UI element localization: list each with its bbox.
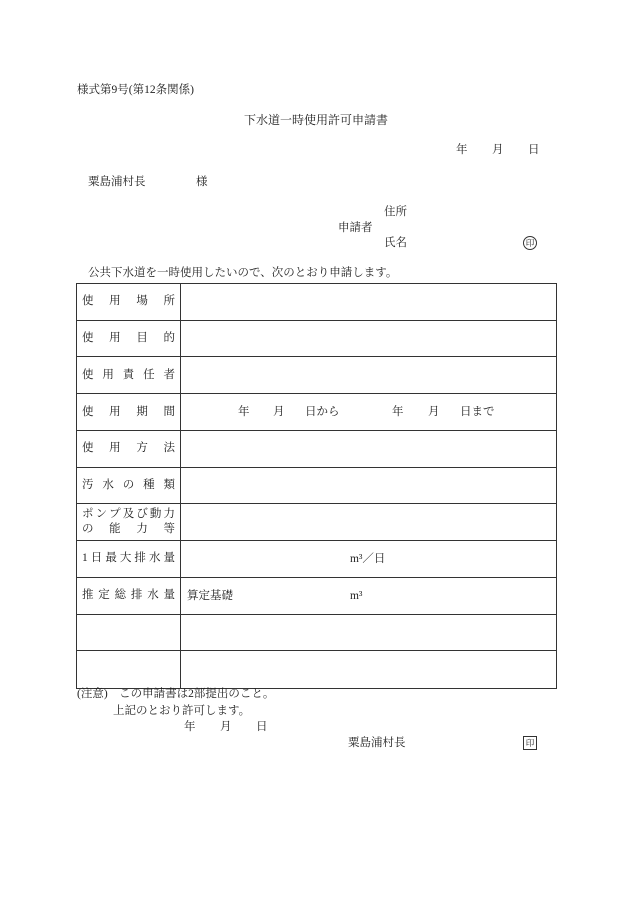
intro-text: 公共下水道を一時使用したいので、次のとおり申請します。 (88, 267, 398, 279)
approval-issuer: 粟島浦村長 (348, 737, 406, 749)
applicant-name-label: 氏名 (384, 237, 407, 249)
calculation-basis-label: 算定基礎 (187, 589, 233, 602)
period-to-year: 年 (392, 406, 404, 419)
period-to-month: 月 (428, 406, 440, 419)
row-usage-method-value (181, 431, 556, 468)
row-usage-purpose-label-cell (77, 321, 181, 358)
row-usage-purpose-label: 使用目的 (82, 332, 175, 345)
period-from-year: 年 (238, 406, 250, 419)
row-usage-purpose-value (181, 321, 556, 358)
row-usage-location-label-cell (77, 284, 181, 321)
page-title: 下水道一時使用許可申請書 (244, 113, 389, 127)
approval-date-year: 年 (184, 721, 196, 733)
approval-date-day: 日 (256, 721, 268, 733)
row-blank-1-label-cell (77, 615, 181, 652)
note-text: (注意) この申請書は2部提出のこと。 (77, 688, 275, 700)
applicant-address-label: 住所 (384, 206, 407, 218)
approval-seal-icon: 印 (523, 736, 537, 750)
applicant-label: 申請者 (338, 222, 373, 234)
date-day: 日 (528, 144, 540, 156)
row-sewage-type-label: 汚水の種類 (82, 478, 175, 491)
approval-date-month: 月 (220, 721, 232, 733)
period-from-month: 月 (273, 406, 285, 419)
row-blank-2-value (181, 651, 556, 688)
row-blank-1-value (181, 615, 556, 652)
row-estimated-total-discharge-label: 推定総排水量 (82, 589, 175, 602)
row-usage-period-value (181, 394, 556, 431)
row-usage-location-value (181, 284, 556, 321)
row-max-daily-discharge-label: 1日最大排水量 (82, 552, 175, 565)
approval-text: 上記のとおり許可します。 (113, 705, 251, 717)
max-daily-discharge-unit: m³／日 (350, 552, 386, 565)
row-responsible-person-value (181, 357, 556, 394)
application-table (76, 283, 557, 689)
addressee-honorific: 様 (196, 176, 208, 188)
row-pump-capacity-label-cell (77, 504, 181, 541)
row-usage-period-label-cell (77, 394, 181, 431)
estimated-total-discharge-unit: m³ (350, 589, 363, 602)
row-usage-method-label-cell (77, 431, 181, 468)
row-pump-capacity-value (181, 504, 556, 541)
form-number: 様式第9号(第12条関係) (77, 84, 194, 96)
row-usage-method-label: 使用方法 (82, 442, 175, 455)
row-sewage-type-value (181, 468, 556, 505)
row-estimated-total-discharge-value (181, 578, 556, 615)
row-blank-2-label-cell (77, 651, 181, 688)
row-responsible-person-label-cell (77, 357, 181, 394)
row-max-daily-discharge-label-cell (77, 541, 181, 578)
row-sewage-type-label-cell (77, 468, 181, 505)
row-usage-location-label: 使用場所 (82, 295, 175, 308)
applicant-seal-icon: 印 (523, 236, 537, 250)
addressee-name: 粟島浦村長 (88, 176, 146, 188)
row-max-daily-discharge-value (181, 541, 556, 578)
row-pump-capacity-label-line1: ポンプ及び動力 (82, 508, 175, 521)
date-month: 月 (492, 144, 504, 156)
date-year: 年 (456, 144, 468, 156)
row-usage-period-label: 使用期間 (82, 405, 175, 418)
period-to-day: 日まで (460, 406, 495, 419)
row-estimated-total-discharge-label-cell (77, 578, 181, 615)
row-responsible-person-label: 使用責任者 (82, 368, 175, 381)
row-pump-capacity-label-line2: の能力等 (82, 523, 175, 536)
period-from-day: 日から (305, 406, 340, 419)
